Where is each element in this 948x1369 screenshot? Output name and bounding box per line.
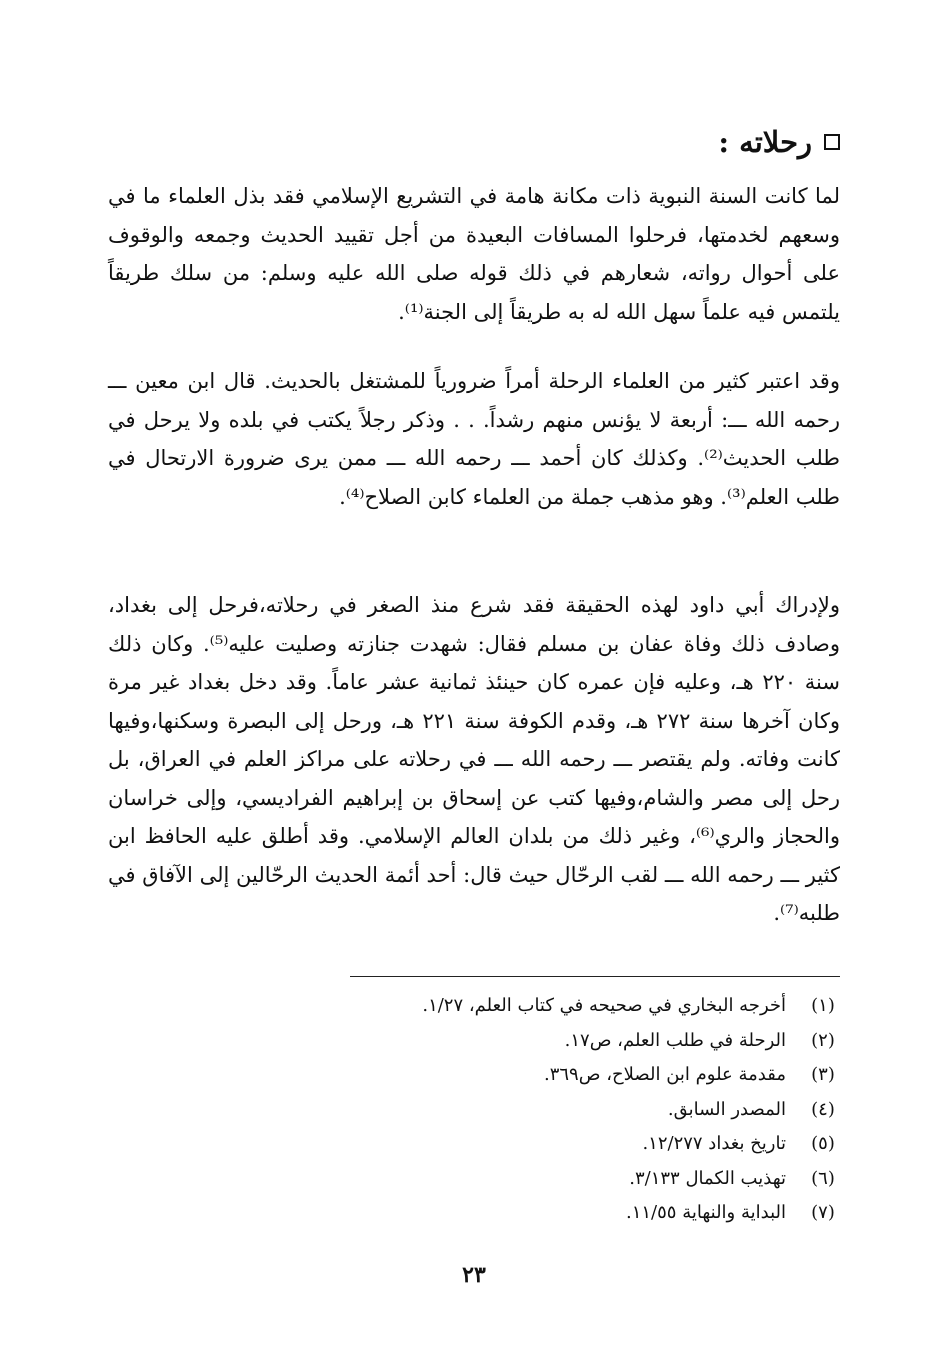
section-heading [718,118,840,166]
footnote-number: (٥) [811,1133,835,1154]
footnote-item [100,1058,840,1093]
footnote-item [100,1127,840,1162]
footnote-number: (٦) [811,1167,835,1189]
page-number: ٢٣ [462,1262,486,1288]
footnote-item [100,1093,840,1128]
footnote-item [100,1024,840,1059]
footnote-item [100,1196,840,1231]
footnote-text: الرحلة في طلب العلم، ص١٧. [564,1029,786,1051]
footnote-divider [350,976,840,977]
square-outline-icon [824,134,840,150]
footnote-text: مقدمة علوم ابن الصلاح، ص٣٦٩. [543,1064,786,1085]
footnote-text: أخرجه البخاري في صحيحه في كتاب العلم، ١/٢٧. [422,995,786,1016]
footnote-number: (٢) [811,1029,835,1051]
footnote-number: (٤) [811,1098,835,1120]
footnotes-list [100,989,840,1231]
footnote-number: (٧) [811,1202,835,1223]
section-heading-label: رحلاته : [718,125,812,159]
footnote-text: تهذيب الكمال ٣/١٣٣. [629,1167,786,1189]
paragraph-2: وقد اعتبر كثير من العلماء الرحلة أمراً ضرورياً للمشتغل بالحديث. قال ابن معين ـــ رحمه الله ـــ: أربعة لا يؤنس منهم رشداً. . . وذكر رجلاً يكتب في بلده ولا يرحل في طلب الحديث⁽²⁾. وكذلك كان أحمد ـــ رحمه الله ـــ ممن يرى ضرورة الارتحال في طلب العلم⁽³⁾. وهو مذهب جملة من العلماء كابن الصلاح⁽⁴⁾. [108,369,840,509]
footnote-text: المصدر السابق. [667,1098,786,1120]
footnote-number: (٣) [811,1064,835,1085]
paragraph-3: ولإدراك أبي داود لهذه الحقيقة فقد شرع منذ الصغر في رحلاته،فرحل إلى بغداد، وصادف ذلك وفاة عفان بن مسلم فقال: شهدت جنازته وصليت عليه⁽⁵⁾. وكان ذلك سنة ٢٢٠ هـ، وعليه فإن عمره كان حينئذ ثمانية عشر عاماً. وقد دخل بغداد غير مرة وكان آخرها سنة ٢٧٢ هـ، وقدم الكوفة سنة ٢٢١ هـ، ورحل إلى البصرة وسكنها،وفيها كانت وفاته. ولم يقتصر ـــ رحمه الله ـــ في رحلاته على مراكز العلم في العراق، بل رحل إلى مصر والشام،وفيها كتب عن إسحاق بن إبراهيم الفراديسي، وإلى خراسان والحجاز والري⁽⁶⁾، وغير ذلك من بلدان العالم الإسلامي. وقد أطلق عليه الحافظ ابن كثير ـــ رحمه الله ـــ لقب الرحّال حيث قال: أحد أئمة الحديث الرحّالين إلى الآفاق في طلبه⁽⁷⁾. [108,593,841,925]
paragraph-1: لما كانت السنة النبوية ذات مكانة هامة في التشريع الإسلامي فقد بذل العلماء ما في وسعهم لخدمتها، فرحلوا المسافات البعيدة من أجل تقييد الحديث وجمعه والوقوف على أحوال رواته، شعارهم في ذلك قوله صلى الله عليه وسلم: من سلك طريقاً يلتمس فيه علماً سهل الله له به طريقاً إلى الجنة⁽¹⁾. [108,184,840,324]
footnote-text: تاريخ بغداد ١٢/٢٧٧. [642,1133,786,1154]
footnote-number: (١) [811,995,835,1016]
footnote-item [100,1162,840,1197]
footnote-item [100,989,840,1024]
footnote-text: البداية والنهاية ١١/٥٥. [625,1202,786,1223]
